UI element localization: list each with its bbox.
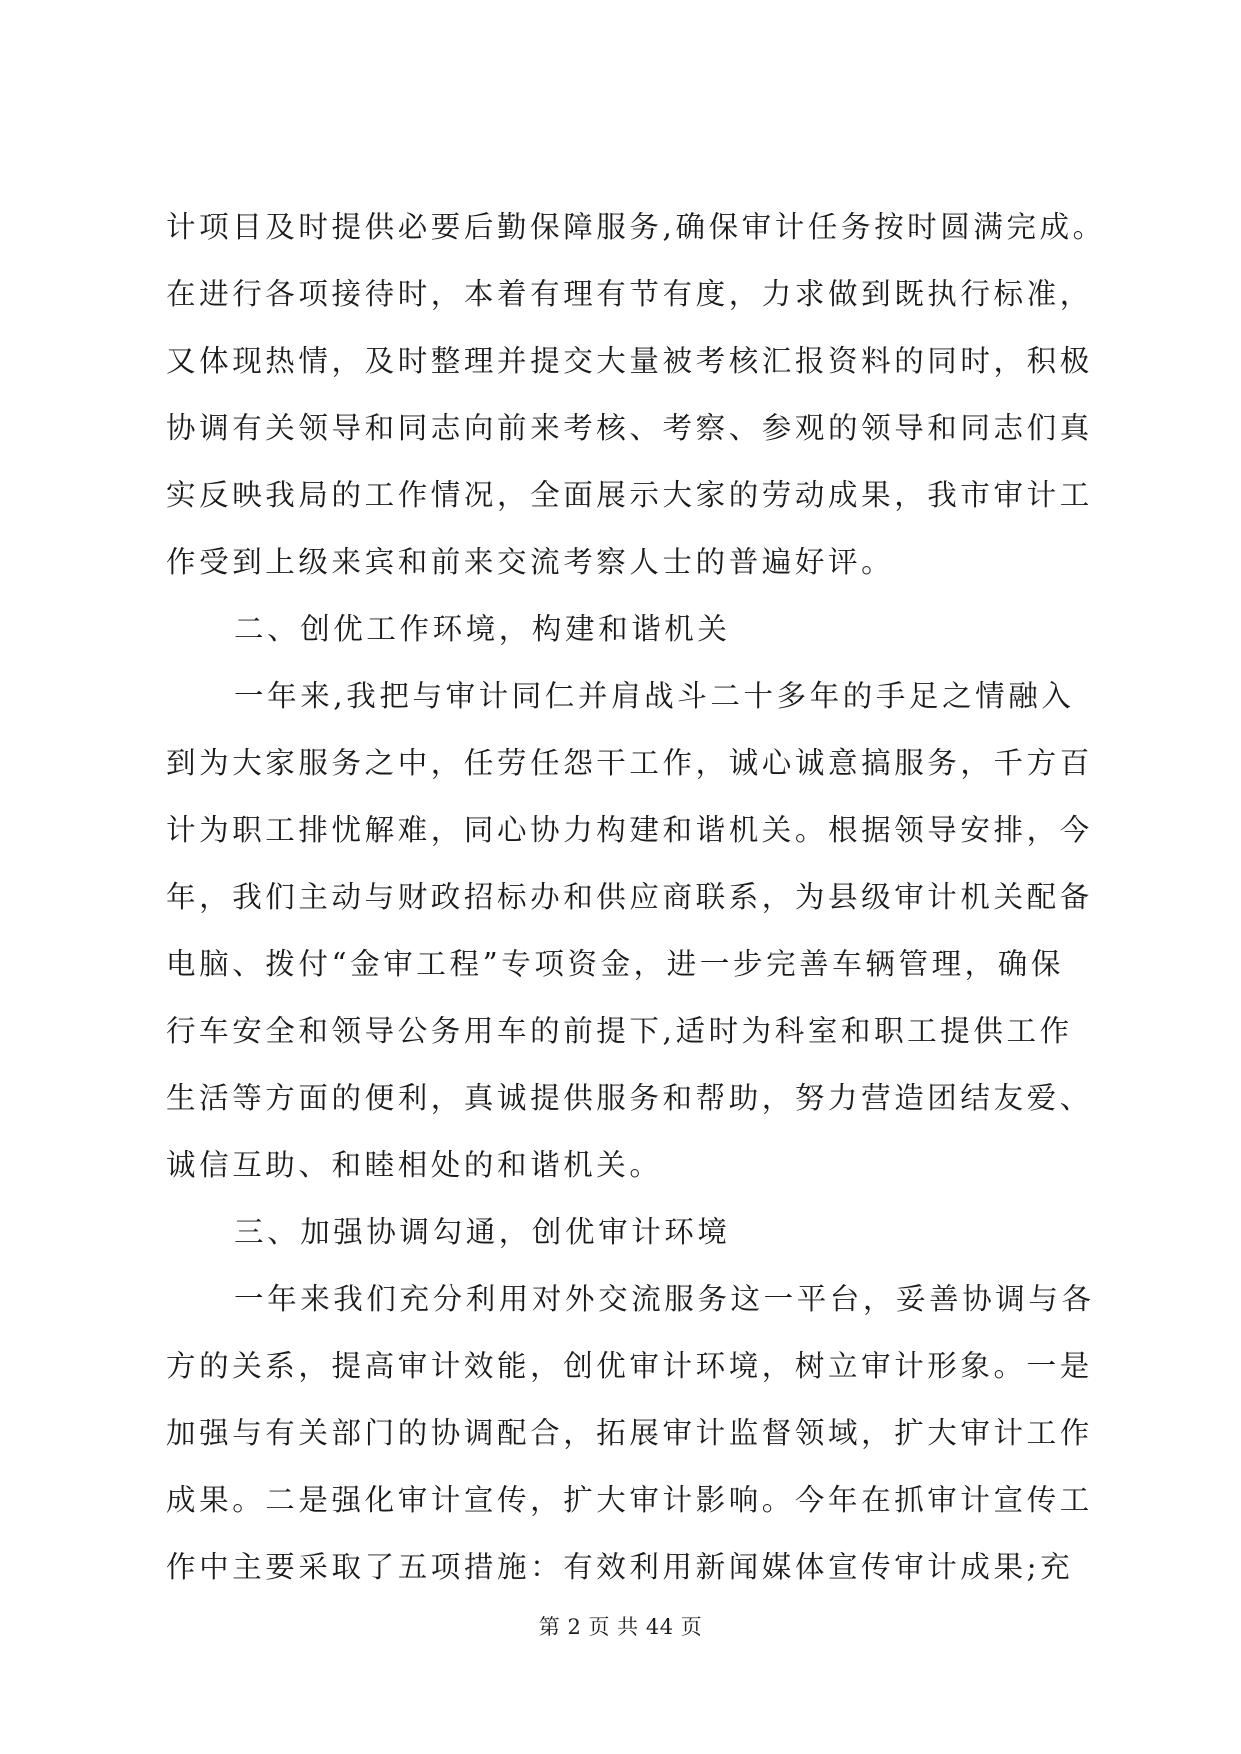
paragraph-start-line: 二、创优工作环境，构建和谐机关 (234, 612, 731, 646)
text-line: 作受到上级来宾和前来交流考察人士的普遍好评。 (166, 545, 895, 579)
text-line: 生活等方面的便利，真诚提供服务和帮助，努力营造团结友爱、 (166, 1081, 1093, 1115)
text-line: 协调有关领导和同志向前来考核、考察、参观的领导和同志们真 (166, 411, 1093, 445)
text-line: 实反映我局的工作情况，全面展示大家的劳动成果，我市审计工 (166, 478, 1093, 512)
document-body (166, 207, 1106, 1614)
paragraph-start-line: 三、加强协调勾通，创优审计环境 (234, 1215, 731, 1249)
paragraph-start-line: 一年来我们充分利用对外交流服务这一平台，妥善协调与各 (234, 1282, 1095, 1316)
text-line: 到为大家服务之中，任劳任怨干工作，诚心诚意搞服务，千方百 (166, 746, 1093, 780)
text-line: 诚信互助、和睦相处的和谐机关。 (166, 1148, 663, 1182)
text-line: 加强与有关部门的协调配合，拓展审计监督领域，扩大审计工作 (166, 1416, 1093, 1450)
text-line: 年，我们主动与财政招标办和供应商联系，为县级审计机关配备 (166, 880, 1093, 914)
paragraph-start-line: 一年来,我把与审计同仁并肩战斗二十多年的手足之情融入 (234, 679, 1075, 713)
text-line: 成果。二是强化审计宣传，扩大审计影响。今年在抓审计宣传工 (166, 1483, 1093, 1517)
text-line: 方的关系，提高审计效能，创优审计环境，树立审计形象。一是 (166, 1349, 1093, 1383)
text-line: 电脑、拨付“金审工程”专项资金，进一步完善车辆管理，确保 (166, 947, 1064, 981)
page-number-footer: 第 2 页 共 44 页 (538, 1615, 703, 1639)
text-line: 计项目及时提供必要后勤保障服务,确保审计任务按时圆满完成。 (166, 210, 1106, 244)
text-line: 行车安全和领导公务用车的前提下,适时为科室和职工提供工作 (166, 1014, 1073, 1048)
text-line: 又体现热情，及时整理并提交大量被考核汇报资料的同时，积极 (166, 344, 1093, 378)
text-line: 在进行各项接待时，本着有理有节有度，力求做到既执行标准， (166, 277, 1093, 311)
text-line: 计为职工排忧解难，同心协力构建和谐机关。根据领导安排，今 (166, 813, 1093, 847)
text-line: 作中主要采取了五项措施：有效利用新闻媒体宣传审计成果;充 (166, 1550, 1074, 1584)
